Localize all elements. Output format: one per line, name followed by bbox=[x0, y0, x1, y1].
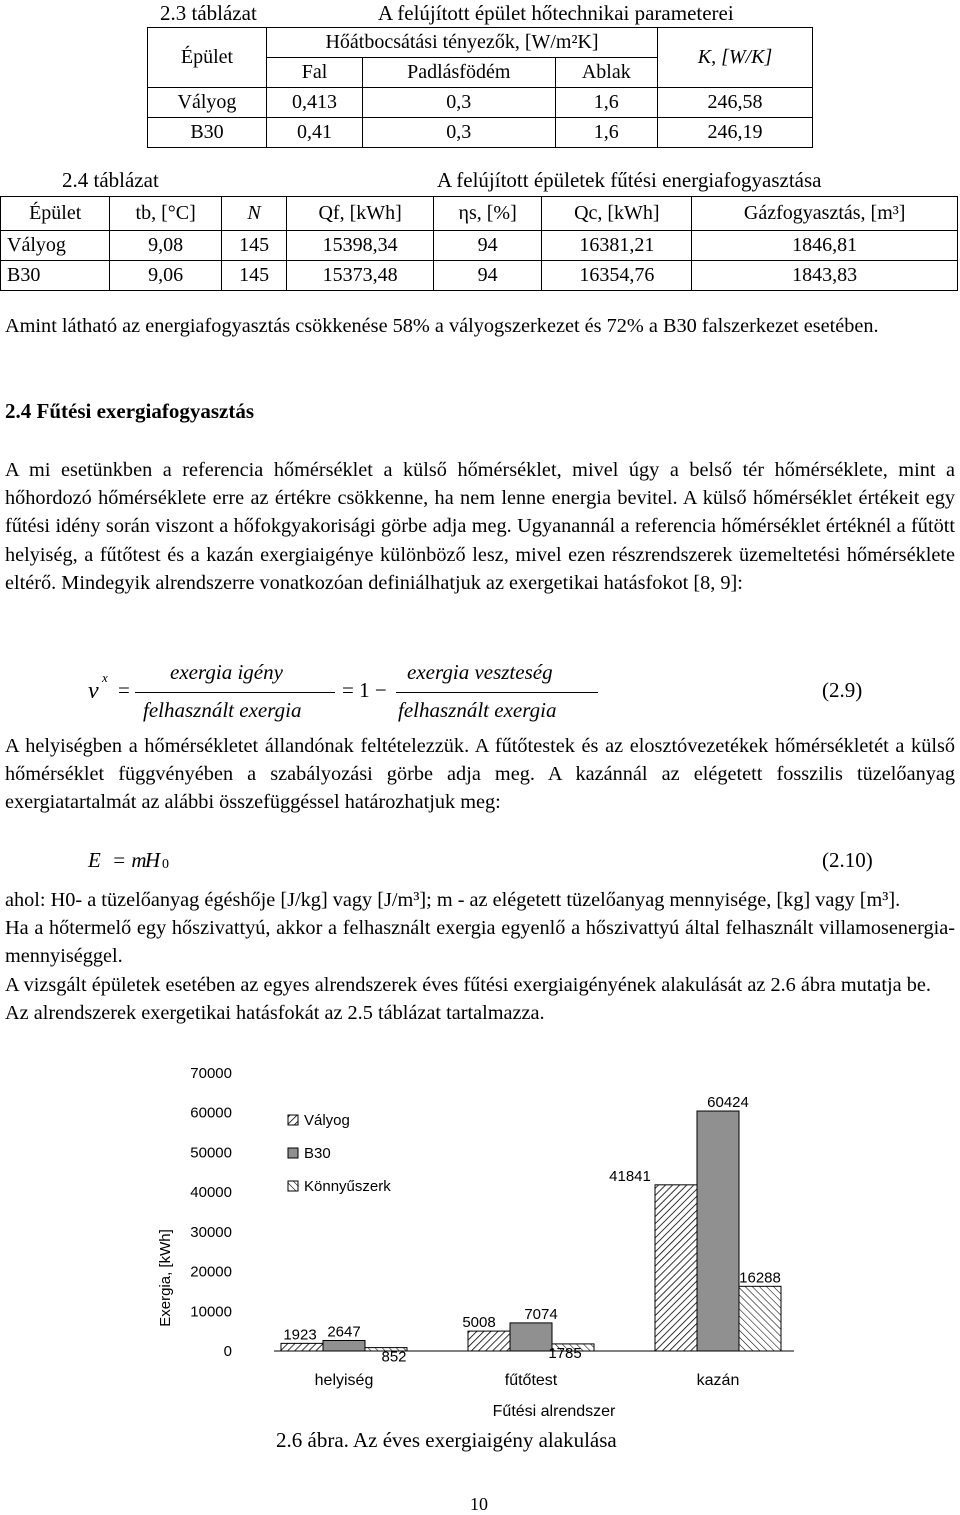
y-tick-label: 70000 bbox=[190, 1065, 232, 1082]
t24-cell: 9,08 bbox=[110, 231, 221, 261]
x-tick-label: fűtőtest bbox=[504, 1372, 558, 1389]
chart-legend bbox=[288, 1112, 391, 1195]
t23-cell: Vályog bbox=[148, 88, 267, 118]
page-number: 10 bbox=[470, 1494, 488, 1514]
data-label: 7074 bbox=[524, 1305, 558, 1323]
t24-cell: 145 bbox=[221, 261, 286, 291]
t24-cell: 145 bbox=[221, 231, 286, 261]
x-axis-label: Fűtési alrendszer bbox=[492, 1403, 616, 1420]
t23-cell: 0,413 bbox=[267, 88, 363, 118]
eq29-equals: = bbox=[118, 678, 130, 702]
y-tick-label: 20000 bbox=[190, 1263, 232, 1281]
paragraph-text: A mi esetünkben a referencia hőmérséklet a külső hőmérséklet, mivel úgy a belső tér hőmérséklete, mint a hőhordozó hőmérséklete erre az értékre csökkenne, ha nem lenne energia bevitel. A külső hőmérséklet értékeit egy fűtési idény során viszont a hőfokgyakorisági görbe adja meg. Ugyanannál a referencia hőmérséklet értéknél a fűtött helyiség, a fűtőtest és a kazán exergiaigénye különböző lesz, mivel ezen részrendszerek üzemeltetési hőmérséklete eltérő. Mindegyik alrendszerre vonatkozóan definiálhatjuk az exergetikai hatásfokot [8, 9]: bbox=[5, 459, 955, 594]
t24-cell: 9,06 bbox=[110, 261, 221, 291]
x-tick-label: kazán bbox=[696, 1372, 740, 1389]
data-label: 2647 bbox=[327, 1323, 361, 1341]
eq210-sub: 0 bbox=[162, 857, 169, 872]
bar-B30-fűtőtest bbox=[510, 1323, 552, 1351]
exergy-bar-chart bbox=[0, 1058, 960, 1428]
paragraph-text: Amint látható az energiafogyasztás csökkenése 58% a vályogszerkezet és 72% a B30 falszerkezet esetében. bbox=[5, 315, 879, 337]
t24-cell: 16381,21 bbox=[542, 231, 692, 261]
eq29-label: (2.9) bbox=[822, 678, 863, 702]
data-label: 41841 bbox=[609, 1167, 651, 1185]
paragraph-text: ahol: H0- a tüzelőanyag égéshője [J/kg] vagy [J/m³]; m - az elégetett tüzelőanyag mennyisége, [kg] vagy [m³]. bbox=[5, 889, 901, 911]
t24-header: N bbox=[221, 197, 286, 231]
t24-cell: B30 bbox=[1, 261, 110, 291]
t23-cell: 0,3 bbox=[362, 118, 555, 148]
paragraph-energy-reduction bbox=[5, 312, 955, 340]
t24-header: tb, [°C] bbox=[110, 197, 221, 231]
t24-cell: 15398,34 bbox=[287, 231, 434, 261]
t23-header-k-text: K, [W/K] bbox=[697, 46, 773, 68]
data-label: 5008 bbox=[462, 1314, 496, 1332]
eq29-middle: = 1 − bbox=[342, 678, 387, 702]
eq29-numerator-2: exergia veszteség bbox=[407, 660, 553, 684]
t24-cell: 94 bbox=[433, 231, 541, 261]
bar-B30-kazán bbox=[697, 1111, 739, 1351]
table24-caption-number: 2.4 táblázat bbox=[62, 168, 159, 192]
t23-cell: 246,58 bbox=[658, 88, 813, 118]
t23-header-coeff: Hőátbocsátási tényezők, [W/m²K] bbox=[267, 28, 658, 58]
t24-header: Épület bbox=[1, 197, 110, 231]
y-tick-label: 60000 bbox=[190, 1104, 232, 1122]
eq29-fraction-bar-1 bbox=[135, 692, 335, 693]
eq210-var: H bbox=[145, 848, 161, 872]
t24-header: Qf, [kWh] bbox=[287, 197, 434, 231]
table-row bbox=[1, 231, 958, 261]
eq29-denominator-1: felhasznált exergia bbox=[143, 698, 302, 722]
table24-caption-title: A felújított épületek fűtési energiafogyasztása bbox=[437, 168, 822, 192]
eq210-lhs: E bbox=[88, 848, 101, 872]
data-label: 1923 bbox=[283, 1326, 317, 1344]
t23-header-wall: Fal bbox=[267, 58, 363, 88]
y-tick-label: 40000 bbox=[190, 1184, 232, 1202]
data-label: 16288 bbox=[739, 1269, 781, 1287]
legend-label: B30 bbox=[304, 1145, 331, 1162]
legend-swatch bbox=[288, 1148, 298, 1158]
data-label: 852 bbox=[381, 1348, 407, 1366]
bar-Vályog-helyiség bbox=[281, 1343, 323, 1351]
eq29-lhs: ν bbox=[88, 678, 99, 704]
t23-cell: B30 bbox=[148, 118, 267, 148]
table-row bbox=[148, 118, 813, 148]
data-label: 1785 bbox=[548, 1344, 582, 1362]
table-2-3 bbox=[147, 27, 813, 148]
paragraph-text: A vizsgált épületek esetében az egyes alrendszerek éves fűtési exergiaigényének alakulását az 2.6 ábra mutatja be. Az alrendszerek exergetikai hatásfokát az 2.5 táblázat tartalmazza. bbox=[5, 973, 931, 1024]
y-tick-label: 0 bbox=[223, 1343, 232, 1360]
bar-B30-helyiség bbox=[323, 1340, 365, 1351]
section-heading: 2.4 Fűtési exergiafogyasztás bbox=[5, 399, 255, 423]
t24-header: ηs, [%] bbox=[433, 197, 541, 231]
equation-2-9 bbox=[0, 656, 960, 728]
x-tick-label: helyiség bbox=[314, 1372, 374, 1389]
table-row bbox=[1, 261, 958, 291]
y-tick-label: 30000 bbox=[190, 1223, 232, 1241]
t23-cell: 0,41 bbox=[267, 118, 363, 148]
y-tick-label: 50000 bbox=[190, 1144, 232, 1162]
t24-cell: 1846,81 bbox=[692, 231, 958, 261]
t23-header-window: Ablak bbox=[555, 58, 657, 88]
table23-caption-title: A felújított épület hőtechnikai parameterei bbox=[378, 1, 734, 25]
t24-cell: 1843,83 bbox=[692, 261, 958, 291]
table-2-4 bbox=[0, 196, 958, 291]
eq210-eq: = m bbox=[112, 848, 147, 872]
y-tick-label: 10000 bbox=[190, 1303, 232, 1321]
legend-label: Könnyűszerk bbox=[304, 1178, 391, 1195]
equation-2-10 bbox=[0, 848, 960, 880]
eq29-denominator-2: felhasznált exergia bbox=[398, 698, 557, 722]
legend-label: Vályog bbox=[304, 1112, 350, 1129]
t23-header-k bbox=[658, 28, 813, 88]
t23-header-ceiling: Padlásfödém bbox=[362, 58, 555, 88]
eq29-lhs-sup: x bbox=[102, 670, 108, 685]
t23-cell: 1,6 bbox=[555, 118, 657, 148]
t23-cell: 246,19 bbox=[658, 118, 813, 148]
paragraph-text: Ha a hőtermelő egy hőszivattyú, akkor a felhasznált exergia egyenlő a hőszivattyú által felhasznált villamosenergia-mennyiséggel. bbox=[5, 917, 955, 968]
table23-caption-number: 2.3 táblázat bbox=[160, 1, 257, 25]
eq29-fraction-bar-2 bbox=[396, 692, 598, 693]
t24-cell: 16354,76 bbox=[542, 261, 692, 291]
table-row bbox=[148, 88, 813, 118]
bar-Könnyűszerk-kazán bbox=[739, 1286, 781, 1351]
figure-caption: 2.6 ábra. Az éves exergiaigény alakulása bbox=[276, 1428, 617, 1452]
t24-cell: 15373,48 bbox=[287, 261, 434, 291]
paragraph-boiler-exergy bbox=[5, 732, 955, 817]
bar-Vályog-kazán bbox=[655, 1185, 697, 1351]
t24-header: Qc, [kWh] bbox=[542, 197, 692, 231]
t24-cell: Vályog bbox=[1, 231, 110, 261]
t24-cell: 94 bbox=[433, 261, 541, 291]
data-label: 60424 bbox=[707, 1094, 749, 1112]
t23-cell: 0,3 bbox=[362, 88, 555, 118]
bar-Vályog-fűtőtest bbox=[468, 1331, 510, 1351]
paragraph-text: A helyiségben a hőmérsékletet állandónak feltételezzük. A fűtőtestek és az elosztóvezetékek hőmérsékletét a külső hőmérséklet függvényében a szabályozási görbe adja meg. A kazánnál az elégetett fosszilis tüzelőanyag exergiatartalmát az alábbi összefüggéssel határozhatjuk meg: bbox=[5, 735, 955, 814]
y-axis-label: Exergia, [kWh] bbox=[157, 1229, 174, 1327]
paragraph-definitions bbox=[5, 886, 955, 1027]
legend-swatch bbox=[288, 1115, 298, 1125]
legend-swatch bbox=[288, 1181, 298, 1191]
t24-header: Gázfogyasztás, [m³] bbox=[692, 197, 958, 231]
eq210-label: (2.10) bbox=[822, 848, 873, 872]
t23-header-building: Épület bbox=[148, 28, 267, 88]
t23-cell: 1,6 bbox=[555, 88, 657, 118]
paragraph-reference-temperature bbox=[5, 456, 955, 597]
eq29-numerator-1: exergia igény bbox=[170, 660, 283, 684]
